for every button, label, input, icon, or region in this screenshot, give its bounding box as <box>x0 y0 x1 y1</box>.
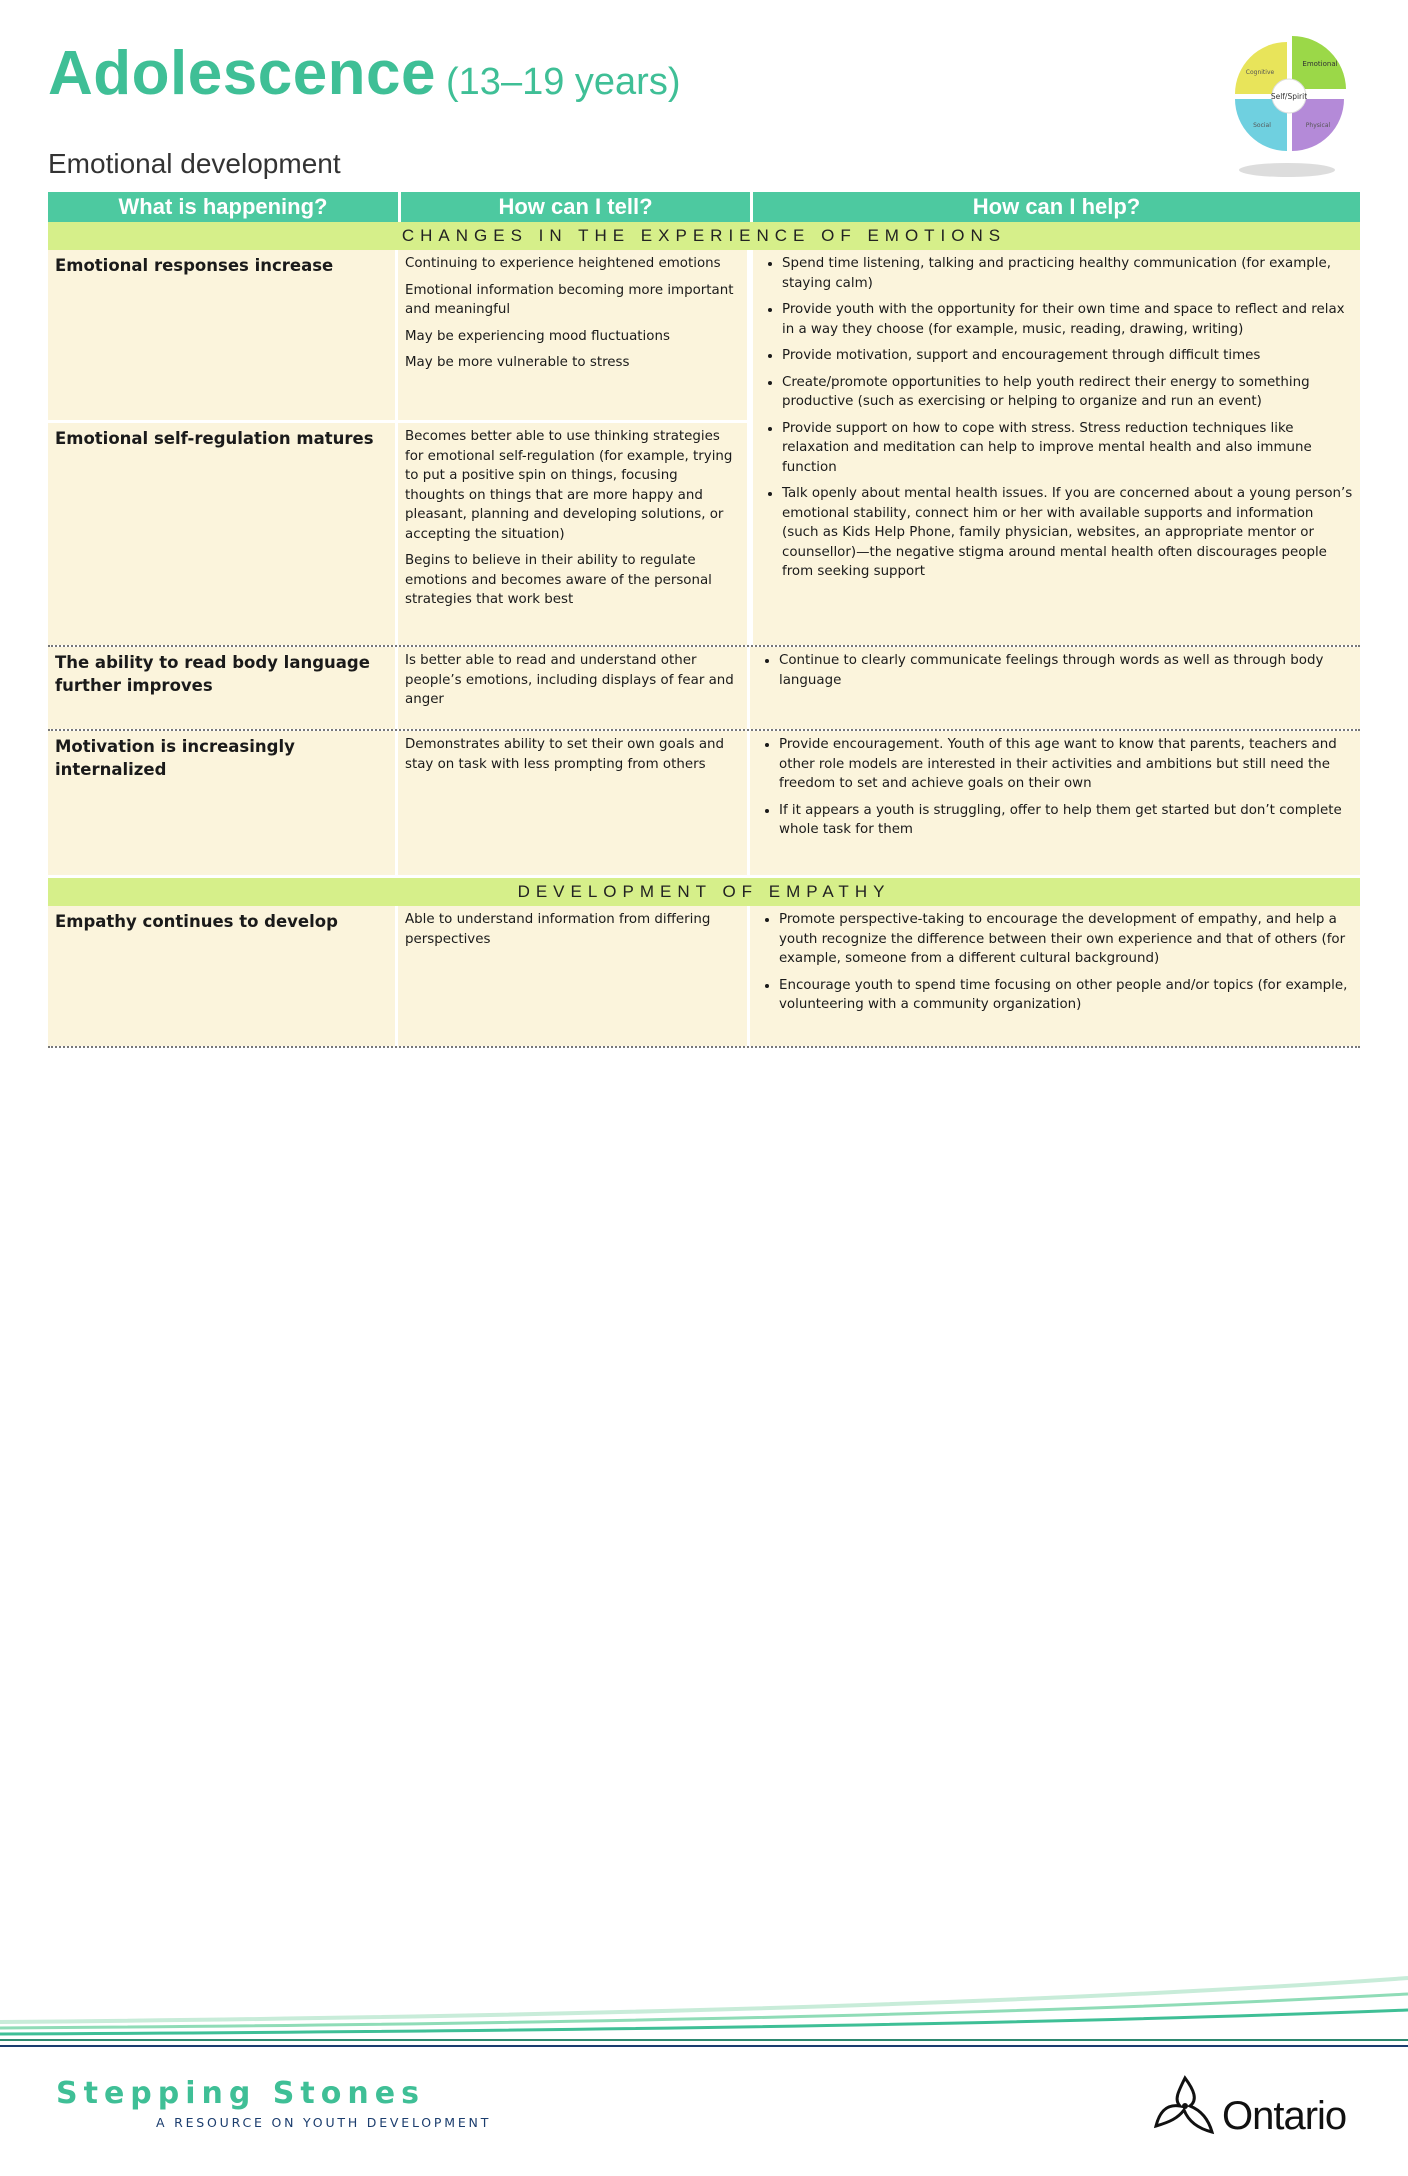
help-item: • Provide motivation, support and encouragement through difficult times <box>782 346 1353 366</box>
wheel-label-physical: Physical <box>1305 122 1331 129</box>
tell-item: Begins to believe in their ability to regulate emotions and becomes aware of the personal strategies that work best <box>405 553 712 607</box>
help-item: • Create/promote opportunities to help youth redirect their energy to something productive (such as exercising or helping to organize and run an event) <box>782 373 1353 412</box>
title-age-range: (13–19 years) <box>446 61 681 103</box>
ontario-wordmark: Ontario <box>1222 2094 1347 2138</box>
development-wheel-icon <box>1222 32 1352 182</box>
column-header-what: What is happening? <box>48 192 401 222</box>
wheel-label-cognitive: Cognitive <box>1245 69 1275 76</box>
tell-item: Demonstrates ability to set their own goals and stay on task with less prompting from others <box>405 737 725 772</box>
table-row <box>48 250 753 420</box>
wheel-label-social: Social <box>1253 122 1271 129</box>
help-item: • Continue to clearly communicate feelings through words as well as through body language <box>779 651 1353 690</box>
tell-cell <box>398 731 750 875</box>
wheel-center-label: Self/Spirit <box>1270 92 1308 101</box>
help-item: • Promote perspective-taking to encourage the development of empathy, and help a youth recognize the difference between their own experience and that of others (for example, someone from a different cultural background) <box>779 910 1353 969</box>
page-title <box>48 38 680 109</box>
trillium-icon <box>1150 2070 1220 2140</box>
tell-item: Is better able to read and understand other people’s emotions, including displays of fear and anger <box>405 653 734 707</box>
row-divider <box>48 1046 1360 1048</box>
table-row <box>48 647 1360 729</box>
tell-cell <box>398 423 750 645</box>
table-row-group <box>48 250 1360 645</box>
table-row <box>48 906 1360 1046</box>
tell-cell <box>398 647 750 729</box>
tell-item: Becomes better able to use thinking strategies for emotional self-regulation (for example, trying to put a positive spin on things, focusing thoughts on things that are more happy and pleasant, planning and developing solutions, or accepting the situation) <box>405 429 733 542</box>
help-cell <box>750 647 1360 729</box>
tell-item: Continuing to experience heightened emotions <box>405 256 721 271</box>
table-row <box>48 423 753 645</box>
emotional-development-table <box>48 192 1360 1048</box>
what-cell: Empathy continues to develop <box>48 906 398 1046</box>
tell-cell <box>398 250 750 420</box>
help-cell-merged <box>753 250 1360 645</box>
footer-swoosh <box>0 1970 1408 2050</box>
title-main: Adolescence <box>48 39 437 108</box>
section-title-empathy: DEVELOPMENT OF EMPATHY <box>48 878 1360 906</box>
help-cell <box>750 906 1360 1046</box>
page-subtitle: Emotional development <box>48 148 341 179</box>
tell-item: Able to understand information from differing perspectives <box>405 912 711 947</box>
table-header <box>48 192 1360 222</box>
wheel-label-emotional: Emotional <box>1302 60 1338 68</box>
tell-item: May be more vulnerable to stress <box>405 355 630 370</box>
table-row <box>48 731 1360 875</box>
what-cell: Emotional self-regulation matures <box>48 423 398 645</box>
help-item: • Provide support on how to cope with stress. Stress reduction techniques like relaxation and meditation can help to improve mental health and also immune function <box>782 419 1353 478</box>
tell-item: Emotional information becoming more important and meaningful <box>405 282 734 317</box>
what-cell: Motivation is increasingly internalized <box>48 731 398 875</box>
column-header-help: How can I help? <box>753 192 1360 222</box>
help-item: • If it appears a youth is struggling, offer to help them get started but don’t complete whole task for them <box>779 801 1353 840</box>
section-title-emotions: CHANGES IN THE EXPERIENCE OF EMOTIONS <box>48 222 1360 250</box>
what-cell: Emotional responses increase <box>48 250 398 420</box>
help-item: • Spend time listening, talking and practicing healthy communication (for example, staying calm) <box>782 254 1353 293</box>
help-cell <box>750 731 1360 875</box>
help-item: • Talk openly about mental health issues. If you are concerned about a young person’s emotional stability, connect him or her with available supports and information (such as Kids Help Phone, family physician, websites, an appropriate mentor or counsellor)—the negative stigma around mental health often discourages people from seeking support <box>782 484 1353 582</box>
help-item: • Encourage youth to spend time focusing on other people and/or topics (for example, volunteering with a community organization) <box>779 976 1353 1015</box>
ontario-logo <box>1150 2070 1360 2140</box>
stepping-stones-logo <box>56 2076 491 2130</box>
brand-name: Stepping Stones <box>56 2076 425 2111</box>
tell-cell <box>398 906 750 1046</box>
tell-item: May be experiencing mood fluctuations <box>405 328 670 344</box>
what-cell: The ability to read body language further improves <box>48 647 398 729</box>
help-item: • Provide encouragement. Youth of this age want to know that parents, teachers and other role models are interested in their activities and ambitions but still need the freedom to set and achieve goals on their own <box>779 735 1353 794</box>
brand-tagline: A RESOURCE ON YOUTH DEVELOPMENT <box>156 2115 492 2130</box>
column-header-tell: How can I tell? <box>401 192 753 222</box>
help-item: • Provide youth with the opportunity for their own time and space to reflect and relax in a way they choose (for example, music, reading, drawing, writing) <box>782 300 1353 339</box>
